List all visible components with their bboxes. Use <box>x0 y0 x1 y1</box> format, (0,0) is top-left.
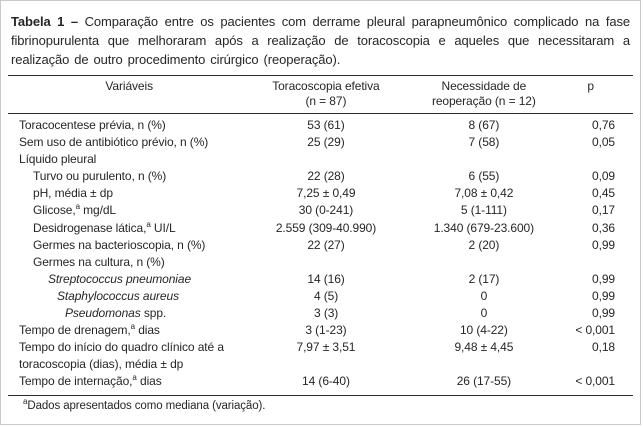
column-header-p-value: p <box>587 79 594 93</box>
table-row <box>8 185 633 202</box>
value-toracoscopia-efetiva: 53 (61) <box>307 118 345 132</box>
p-value: 0,09 <box>592 169 615 184</box>
footnote-text: Dados apresentados como mediana (variação). <box>27 399 266 412</box>
value-necessidade-reoperacao: 7,08 ± 0,42 <box>454 186 514 201</box>
p-value: 0,99 <box>592 288 615 303</box>
row-label: Tempo de internação,$^a$ dias <box>19 373 162 389</box>
column-header-variables: Variáveis <box>105 79 153 93</box>
value-toracoscopia-efetiva: 3 (1-23) <box>305 323 347 338</box>
value-necessidade-reoperacao: 6 (55) <box>468 169 500 184</box>
value-necessidade-reoperacao: 7 (58) <box>468 135 500 150</box>
value-toracoscopia-efetiva: 22 (27) <box>307 237 345 252</box>
row-label: Tempo do início do quadro clínico até a toracoscopia (dias), média ± dp <box>8 339 250 373</box>
value-necessidade-reoperacao: 2 (20) <box>468 237 500 252</box>
p-value: 0,05 <box>592 135 615 150</box>
row-label: Staphylococcus aureus <box>57 288 179 303</box>
value-toracoscopia-efetiva: 7,97 ± 3,51 <box>296 340 356 355</box>
p-value: 0,99 <box>592 271 616 286</box>
row-label: Glicose,$^a$ mg/dL <box>33 202 117 218</box>
p-value: 0,76 <box>592 118 615 132</box>
table-row <box>8 168 633 185</box>
p-value: < 0,001 <box>575 374 615 389</box>
column-header-toracoscopia-line1: Toracoscopia efetiva <box>272 79 380 93</box>
table-row <box>8 237 633 254</box>
row-label: Pseudomonas spp. <box>65 306 167 321</box>
value-toracoscopia-efetiva: 30 (0-241) <box>298 203 354 218</box>
table-row <box>8 271 633 288</box>
row-label-continuation: toracoscopia (dias), média ± dp <box>19 357 184 372</box>
value-toracoscopia-efetiva: 4 (5) <box>313 288 339 303</box>
value-toracoscopia-efetiva: 22 (28) <box>307 169 345 184</box>
row-label: Turvo ou purulento, n (%) <box>33 169 167 184</box>
value-necessidade-reoperacao: 10 (4-22) <box>459 323 508 338</box>
table-body <box>8 114 633 396</box>
row-label: Germes na bacterioscopia, n (%) <box>33 237 206 252</box>
value-necessidade-reoperacao: 9,48 ± 4,45 <box>454 340 514 355</box>
value-necessidade-reoperacao: 2 (17) <box>468 271 500 286</box>
p-value: 0,99 <box>592 306 615 321</box>
column-header-toracoscopia-line2: (n = 87) <box>305 94 347 108</box>
table-row <box>8 202 633 219</box>
value-toracoscopia-efetiva: 14 (16) <box>307 271 345 286</box>
row-label: Toracocentese prévia, n (%) <box>19 118 166 132</box>
value-necessidade-reoperacao: 26 (17-55) <box>456 374 512 389</box>
table-row <box>8 373 633 390</box>
row-label: Desidrogenase lática,$^a$ UI/L <box>33 219 176 235</box>
row-label: Germes na cultura, n (%) <box>33 254 165 269</box>
table-row <box>8 117 633 134</box>
column-header-toracoscopia-efetiva <box>250 79 401 109</box>
table-row <box>8 134 633 151</box>
p-value: 0,18 <box>592 340 615 355</box>
table-footnote <box>8 396 633 412</box>
table-caption <box>11 12 630 69</box>
table-header-row <box>8 75 633 114</box>
table-row <box>8 305 633 322</box>
p-value: 0,99 <box>592 237 615 252</box>
row-label: Streptococcus pneumoniae <box>48 271 192 286</box>
p-value: 0,36 <box>592 220 615 235</box>
value-toracoscopia-efetiva: 7,25 ± 0,49 <box>296 186 356 201</box>
value-toracoscopia-efetiva: 14 (6-40) <box>302 374 350 389</box>
row-label: pH, média ± dp <box>33 186 113 201</box>
column-header-necessidade-reoperacao <box>401 79 566 109</box>
value-necessidade-reoperacao: 8 (67) <box>468 118 500 132</box>
table-row <box>8 339 633 373</box>
p-value: < 0,001 <box>575 323 615 338</box>
p-value: 0,45 <box>592 186 615 201</box>
value-necessidade-reoperacao: 0 <box>480 306 488 321</box>
row-label: Sem uso de antibiótico prévio, n (%) <box>19 135 209 150</box>
value-necessidade-reoperacao: 0 <box>480 288 488 303</box>
p-value: 0,17 <box>592 203 615 218</box>
row-label: Líquido pleural <box>19 152 97 167</box>
comparison-table <box>8 75 633 396</box>
table-row <box>8 322 633 339</box>
value-necessidade-reoperacao: 1.340 (679-23.600) <box>433 220 535 235</box>
table-caption-text: Comparação entre os pacientes com derrame pleural parapneumônico complicado na fase fibrinopurulenta que melhoraram após a realização de toracoscopia e aqueles que necessitaram a realização de outro procedimento cirúrgico (reoperação). <box>11 14 631 67</box>
value-toracoscopia-efetiva: 2.559 (309-40.990) <box>275 220 377 235</box>
column-header-reoperacao-line1: Necessidade de <box>441 79 527 93</box>
value-toracoscopia-efetiva: 3 (3) <box>314 306 339 321</box>
value-necessidade-reoperacao: 5 (1-111) <box>460 203 507 218</box>
footnote-marker: a <box>23 396 28 406</box>
row-label: Tempo de drenagem,$^a$ dias <box>19 322 160 338</box>
table-row <box>8 220 633 237</box>
column-header-reoperacao-line2: reoperação (n = 12) <box>431 94 536 108</box>
table-row <box>8 288 633 305</box>
value-toracoscopia-efetiva: 25 (29) <box>307 135 345 150</box>
table-row <box>8 254 633 271</box>
table-row <box>8 151 633 168</box>
table-caption-label: Tabela 1 – <box>11 14 79 29</box>
